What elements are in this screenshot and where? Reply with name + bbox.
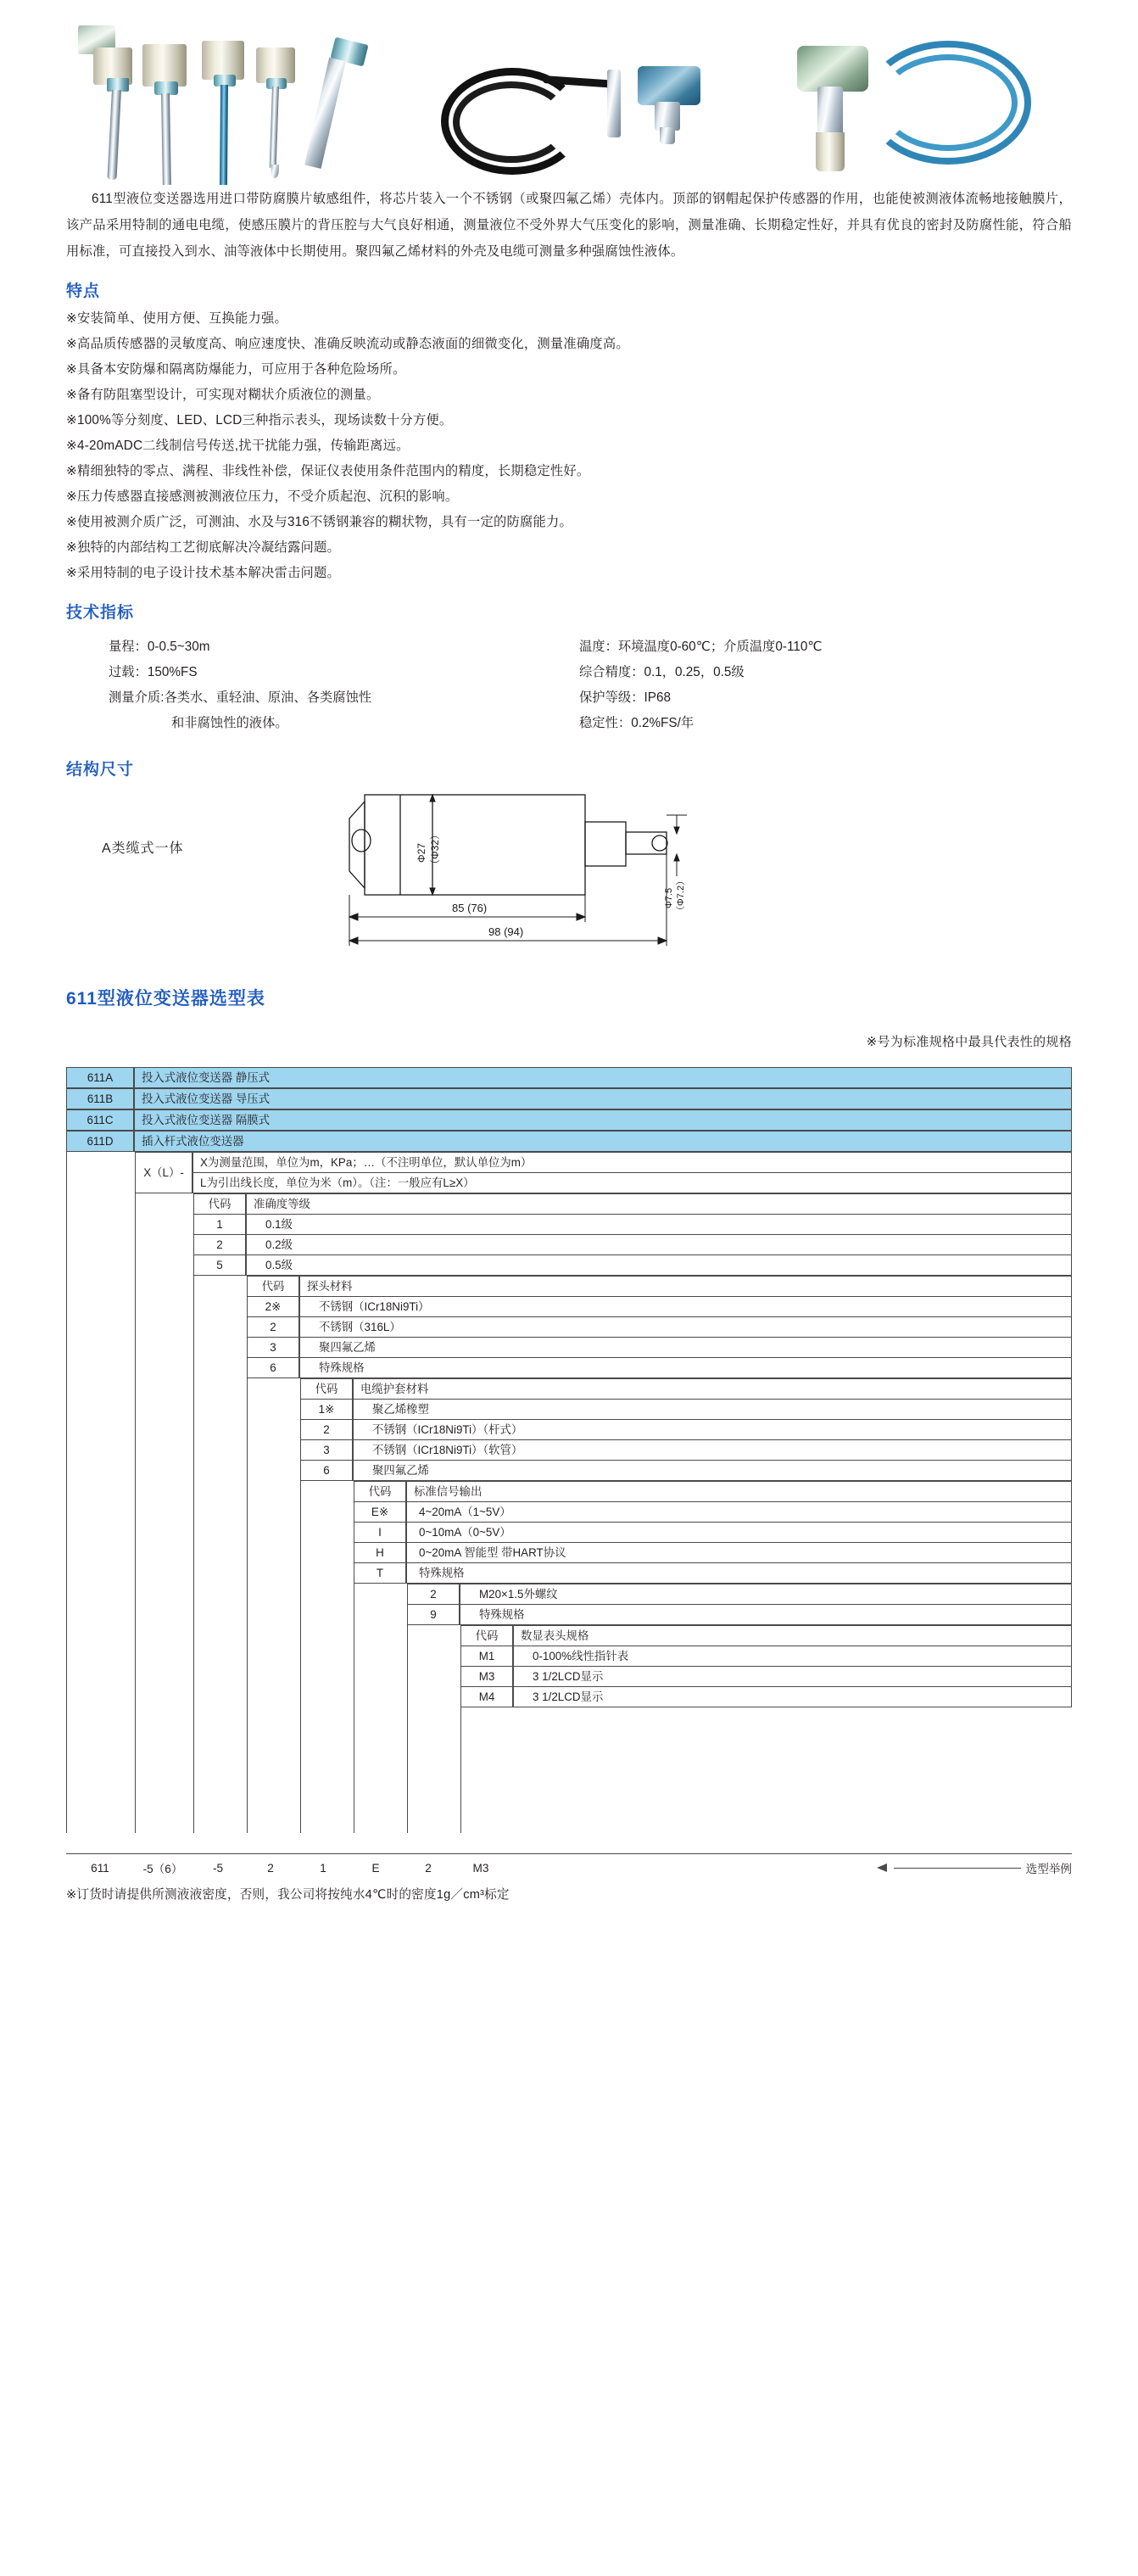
table-row — [247, 1276, 1072, 1297]
arrow-shaft — [894, 1868, 1021, 1869]
table-row — [66, 1088, 1072, 1109]
dim-cable-alt-text: （Φ7.2） — [676, 875, 686, 915]
option-desc: 不锈钢（ICr18Ni9Ti） — [299, 1297, 1072, 1317]
dim-cable-text: Φ7.5 — [664, 887, 674, 908]
group-display-head — [66, 1625, 1072, 1707]
model-desc: 投入式液位变送器 导压式 — [134, 1088, 1072, 1109]
tech-spec-item: 过载：150%FS — [109, 665, 198, 679]
group-signal-output — [66, 1481, 1072, 1584]
feature-item: ※具备本安防爆和隔离防爆能力，可应用于各种危险场所。 — [66, 362, 406, 377]
table-row — [300, 1440, 1072, 1461]
option-code: 2 — [300, 1420, 353, 1440]
group-header-code: 代码 — [460, 1625, 513, 1646]
option-desc: 不锈钢（ICr18Ni9Ti）（软管） — [353, 1440, 1072, 1461]
intro-section — [0, 186, 1138, 780]
option-desc: 3 1/2LCD显示 — [513, 1687, 1072, 1707]
option-code: 1※ — [300, 1400, 353, 1420]
tech-spec-table — [66, 634, 1072, 736]
option-desc: 4~20mA（1~5V） — [406, 1502, 1072, 1523]
dimension-drawing — [0, 785, 1138, 963]
table-row — [460, 1667, 1072, 1687]
drawing-svg-wrapper — [339, 785, 780, 958]
option-code: M4 — [460, 1687, 513, 1707]
dim-diameter-alt-text: （Φ32） — [429, 830, 441, 869]
product-photo-probe-5 — [298, 41, 417, 187]
table-row — [247, 1297, 1072, 1317]
table-row — [66, 1067, 1072, 1088]
table-row — [354, 1481, 1072, 1502]
option-code: M3 — [460, 1667, 513, 1687]
table-row — [354, 1502, 1072, 1523]
feature-item: ※精细独特的零点、满程、非线性补偿，保证仪表使用条件范围内的精度，长期稳定性好。 — [66, 464, 590, 478]
connector-line — [460, 1707, 514, 1833]
connector-line — [135, 1193, 193, 1276]
option-code: M1 — [460, 1646, 513, 1667]
group-header-desc: 电缆护套材料 — [353, 1378, 1072, 1400]
option-desc: 特殊规格 — [460, 1605, 1072, 1625]
connector-line — [193, 1378, 247, 1481]
tech-spec-item: 温度：环境温度0-60℃；介质温度0-110℃ — [579, 640, 823, 654]
connector-line — [135, 1584, 193, 1625]
connector-line — [135, 1625, 193, 1707]
table-row — [300, 1420, 1072, 1440]
model-code: 611B — [66, 1088, 134, 1109]
option-code: 2 — [193, 1235, 246, 1255]
connector-line — [407, 1707, 460, 1833]
intro-paragraph — [66, 186, 1072, 265]
group-header-desc: 探头材料 — [299, 1276, 1072, 1297]
example-cell: M3 — [472, 1861, 489, 1875]
model-code: 611A — [66, 1067, 134, 1088]
feature-item: ※高品质传感器的灵敏度高、响应速度快、准确反映流动或静态液面的细微变化，测量准确度高。 — [66, 337, 629, 351]
connector-line — [193, 1481, 247, 1584]
table-row — [66, 1109, 1072, 1131]
option-desc: M20×1.5外螺纹 — [460, 1584, 1072, 1605]
group-probe-material — [66, 1276, 1072, 1378]
xl-lines — [192, 1152, 1072, 1193]
selection-table-heading: 611型液位变送器选型表 — [66, 989, 265, 1009]
group-accuracy — [66, 1193, 1072, 1276]
connector-line — [354, 1584, 407, 1625]
drawing-type-label: A类缆式一体 — [102, 841, 184, 856]
connector-line — [135, 1378, 193, 1481]
dim-length-1-text: 85 (76) — [452, 902, 488, 914]
example-cell: -5 — [212, 1861, 224, 1875]
connector-line — [66, 1584, 135, 1625]
connector-line — [247, 1707, 300, 1833]
connector-line — [354, 1625, 407, 1707]
connector-line — [193, 1625, 247, 1707]
connector-line — [66, 1276, 135, 1378]
feature-item: ※独特的内部结构工艺彻底解决冷凝结露问题。 — [66, 540, 340, 555]
example-arrow — [507, 1859, 1072, 1876]
group-header-code: 代码 — [354, 1481, 406, 1502]
connector-line — [354, 1707, 407, 1833]
table-row — [193, 1193, 1072, 1215]
option-code: 2※ — [247, 1297, 299, 1317]
model-desc: 投入式液位变送器 静压式 — [134, 1067, 1072, 1088]
option-desc: 3 1/2LCD显示 — [513, 1667, 1072, 1687]
option-code: H — [354, 1543, 406, 1563]
features-list — [66, 306, 1072, 586]
group-header-code: 代码 — [247, 1276, 299, 1297]
option-desc: 0.2级 — [246, 1235, 1072, 1255]
table-row — [300, 1461, 1072, 1481]
option-desc: 聚四氟乙烯 — [353, 1461, 1072, 1481]
intro-text: 611型液位变送器选用进口带防腐膜片敏感组件，将芯片装入一个不锈钢（或聚四氟乙烯）壳体内。顶部的钢帽起保护传感器的作用，也能使被测液体流畅地接触膜片，该产品采用特制的通电电缆，使感压膜片的背压腔与大气良好相通，测量液位不受外界大气压变化的影响，测量准确、长期稳定性好，并具有优良的密封及防腐性能，符合船用标准，可直接投入到水、油等液体中长期使用。聚四氟乙烯材料的外壳及电缆可测量多种强腐蚀性液体。 — [66, 192, 1072, 259]
connector-line — [135, 1276, 193, 1378]
connector-line — [300, 1584, 354, 1625]
example-cell: 1 — [320, 1861, 326, 1875]
option-code: E※ — [354, 1502, 406, 1523]
selection-footnote — [66, 1885, 1072, 1903]
group-body — [300, 1378, 1072, 1481]
footnote-text: ※订货时请提供所测液液密度，否则，我公司将按纯水4℃时的密度1g／cm³标定 — [66, 1888, 510, 1902]
tech-spec-item: 测量介质:各类水、重轻油、原油、各类腐蚀性 — [109, 690, 372, 705]
group-cable-sheath — [66, 1378, 1072, 1481]
group-header-desc: 标准信号输出 — [406, 1481, 1072, 1502]
table-row — [407, 1584, 1072, 1605]
feature-item: ※采用特制的电子设计技术基本解决雷击问题。 — [66, 566, 340, 580]
connector-line — [135, 1481, 193, 1584]
xl-line: L为引出线长度，单位为米（m）。（注：一般应有L≥X） — [192, 1173, 1072, 1193]
tech-spec-item: 综合精度：0.1，0.25，0.5级 — [579, 665, 745, 679]
option-code: 3 — [247, 1338, 299, 1358]
connector-line — [193, 1276, 247, 1378]
dim-length-2-text: 98 (94) — [488, 925, 524, 938]
xl-block — [66, 1152, 1072, 1193]
table-row — [460, 1687, 1072, 1707]
option-desc: 不锈钢（ICr18Ni9Ti）（杆式） — [353, 1420, 1072, 1440]
connector-line — [66, 1152, 135, 1193]
option-desc: 特殊规格 — [406, 1563, 1072, 1584]
feature-item: ※备有防阻塞型设计，可实现对糊状介质液位的测量。 — [66, 388, 380, 402]
example-cell: 2 — [425, 1861, 432, 1875]
option-code: 3 — [300, 1440, 353, 1461]
connector-line — [247, 1625, 300, 1707]
connector-line — [247, 1584, 300, 1625]
example-cell: E — [371, 1861, 380, 1875]
model-code: 611C — [66, 1109, 134, 1131]
example-cell: 2 — [267, 1861, 274, 1875]
option-desc: 不锈钢（316L） — [299, 1317, 1072, 1338]
option-desc: 特殊规格 — [299, 1358, 1072, 1378]
option-code: 2 — [247, 1317, 299, 1338]
tech-spec-item: 保护等级：IP68 — [579, 690, 671, 705]
model-desc: 插入杆式液位变送器 — [134, 1131, 1072, 1152]
sensor-outline-drawing — [339, 785, 780, 954]
table-row — [247, 1317, 1072, 1338]
xl-label: X（L）- — [135, 1152, 192, 1193]
option-desc: 0.5级 — [246, 1255, 1072, 1276]
selection-title-wrap — [0, 985, 1138, 1010]
table-row — [247, 1358, 1072, 1378]
product-photo-transmitter-blue — [629, 54, 731, 156]
connector-line — [66, 1378, 135, 1481]
xl-line: X为测量范围，单位为m，KPa；…（不注明单位，默认单位为m） — [192, 1152, 1072, 1173]
connector-line — [300, 1481, 354, 1584]
option-desc: 聚乙烯橡塑 — [353, 1400, 1072, 1420]
group-header-desc: 数显表头规格 — [513, 1625, 1072, 1646]
connector-line — [135, 1707, 193, 1833]
dim-diameter-text: Φ27 — [416, 843, 427, 863]
option-desc: 0-100%线性指针表 — [513, 1646, 1072, 1667]
features-heading: 特点 — [66, 282, 101, 300]
tech-spec-heading: 技术指标 — [66, 604, 135, 622]
table-row — [300, 1400, 1072, 1420]
model-code: 611D — [66, 1131, 134, 1152]
group-body — [193, 1193, 1072, 1276]
feature-item: ※使用被测介质广泛，可测油、水及与316不锈钢兼容的糊状物，具有一定的防腐能力。 — [66, 515, 573, 529]
product-photo-cable-black — [441, 63, 628, 173]
group-header-code: 代码 — [193, 1193, 246, 1215]
option-code: 1 — [193, 1215, 246, 1235]
connector-line — [407, 1625, 460, 1707]
table-row — [300, 1378, 1072, 1400]
selection-table — [66, 1067, 1072, 1833]
option-code: T — [354, 1563, 406, 1584]
connector-line — [66, 1481, 135, 1584]
feature-item: ※压力传感器直接感测被测液位压力，不受介质起泡、沉积的影响。 — [66, 489, 459, 504]
option-code: 5 — [193, 1255, 246, 1276]
option-desc: 0.1级 — [246, 1215, 1072, 1235]
example-row — [66, 1853, 1072, 1876]
connector-line — [247, 1481, 300, 1584]
table-row — [193, 1255, 1072, 1276]
connector-tails — [66, 1707, 1072, 1833]
group-header-desc: 准确度等级 — [246, 1193, 1072, 1215]
option-code: 6 — [247, 1358, 299, 1378]
group-body — [354, 1481, 1072, 1584]
connector-line — [300, 1707, 354, 1833]
dimensions-heading: 结构尺寸 — [66, 761, 135, 779]
tech-spec-item: 稳定性：0.2%FS/年 — [579, 716, 695, 730]
arrow-left-icon — [877, 1864, 889, 1872]
tech-spec-item: 量程：0-0.5~30m — [109, 640, 210, 654]
connector-line — [300, 1625, 354, 1707]
connector-line — [193, 1707, 247, 1833]
group-body — [247, 1276, 1072, 1378]
example-label: 选型举例 — [1025, 1863, 1072, 1875]
product-photo-transmitter-green — [746, 37, 1035, 182]
tech-spec-left-column — [66, 634, 579, 736]
option-desc: 0~10mA（0~5V） — [406, 1523, 1072, 1543]
group-thread — [66, 1584, 1072, 1625]
tech-spec-right-column — [579, 634, 1020, 736]
feature-item: ※4-20mADC二线制信号传送,扰干扰能力强，传输距离远。 — [66, 439, 410, 453]
example-cell: -5（6） — [142, 1863, 183, 1875]
connector-line — [66, 1707, 135, 1833]
connector-line — [66, 1193, 135, 1276]
table-row — [66, 1131, 1072, 1152]
table-row — [354, 1523, 1072, 1543]
example-cell: 611 — [91, 1861, 109, 1875]
selection-note: ※号为标准规格中最具代表性的规格 — [866, 1035, 1072, 1049]
feature-item: ※100%等分刻度、LED、LCD三种指示表头，现场读数十分方便。 — [66, 413, 453, 427]
table-row — [354, 1563, 1072, 1584]
table-row — [460, 1625, 1072, 1646]
group-header-code: 代码 — [300, 1378, 353, 1400]
tech-spec-item-cont: 和非腐蚀性的液体。 — [171, 716, 288, 730]
connector-line — [247, 1378, 300, 1481]
connector-line — [66, 1625, 135, 1707]
table-row — [193, 1215, 1072, 1235]
model-desc: 投入式液位变送器 隔膜式 — [134, 1109, 1072, 1131]
option-code: 9 — [407, 1605, 460, 1625]
feature-item: ※安装简单、使用方便、互换能力强。 — [66, 311, 287, 326]
option-code: 6 — [300, 1461, 353, 1481]
option-desc: 聚四氟乙烯 — [299, 1338, 1072, 1358]
option-code: I — [354, 1523, 406, 1543]
selection-example-row — [66, 1853, 1072, 1876]
table-row — [193, 1235, 1072, 1255]
product-photo-band — [0, 15, 1138, 181]
option-code: 2 — [407, 1584, 460, 1605]
group-body — [407, 1584, 1072, 1625]
group-body — [460, 1625, 1072, 1707]
connector-line — [193, 1584, 247, 1625]
table-row — [354, 1543, 1072, 1563]
table-row — [460, 1646, 1072, 1667]
table-row — [247, 1338, 1072, 1358]
table-row — [407, 1605, 1072, 1625]
option-desc: 0~20mA 智能型 带HART协议 — [406, 1543, 1072, 1563]
